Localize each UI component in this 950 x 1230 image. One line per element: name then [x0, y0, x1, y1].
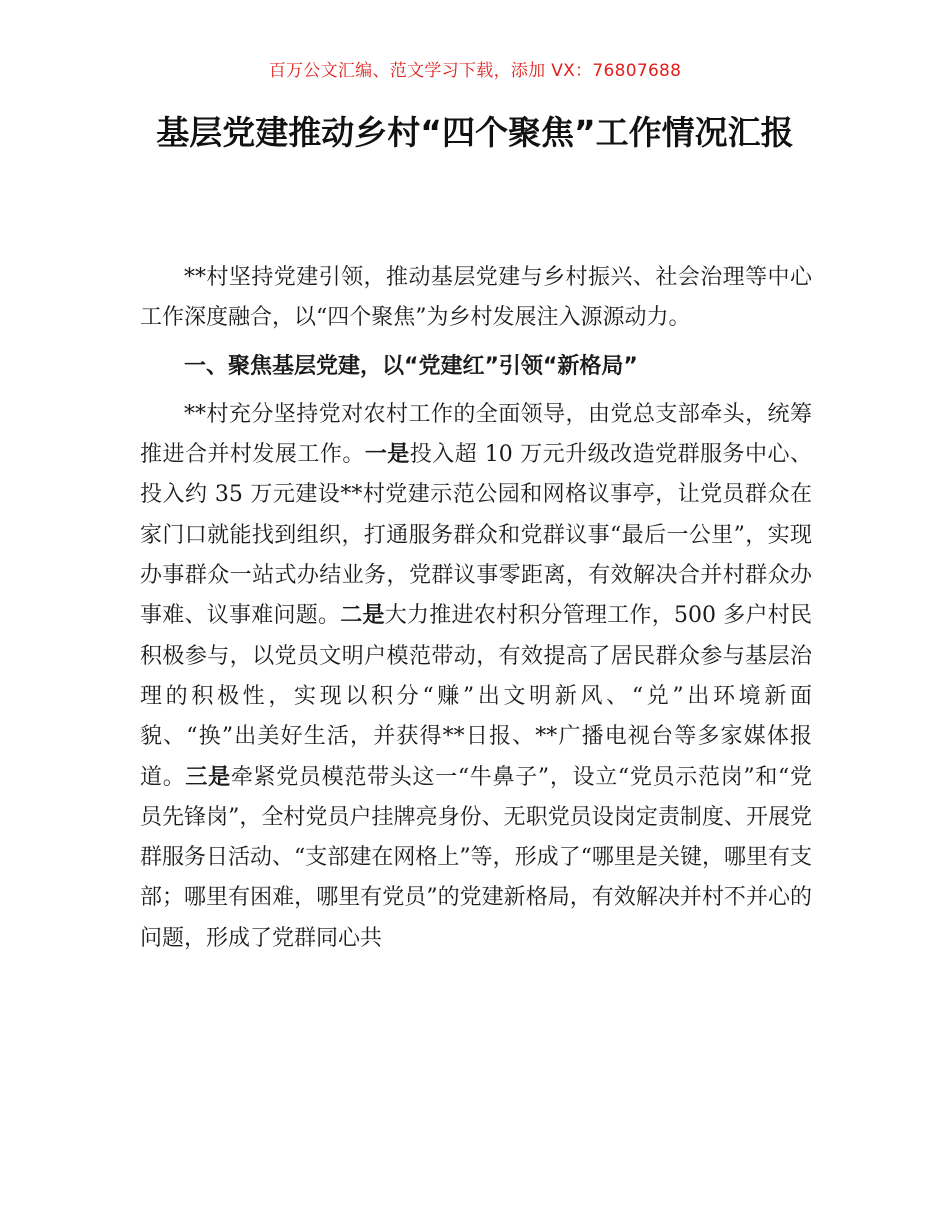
- document-title: 基层党建推动乡村“四个聚焦”工作情况汇报: [156, 113, 794, 152]
- point-1-label: 一是: [364, 442, 410, 468]
- section-heading-1: 一、聚焦基层党建，以“党建红”引领“新格局”: [184, 353, 638, 379]
- point-3-label: 三是: [185, 764, 231, 790]
- point-1-text: 投入超 10 万元升级改造党群服务中心、投入约 35 万元建设**村党建示范公园和网格议事亭，让党员群众在家门口就能找到组织，打通服务群众和党群议事“最后一公里”，实现办事群众一站式办结业务，党群议事零距离，有效解决合并村群众办事难、议事难问题。: [140, 442, 812, 629]
- document-body: [140, 258, 812, 959]
- section-1-lead: **村充分坚持党对农村工作的全面领导，由党总支部牵头，统筹推进合并村发展工作。: [140, 401, 812, 468]
- watermark-banner: 百万公文汇编、范文学习下载，添加 VX：76807688: [268, 61, 682, 81]
- point-2-label: 二是: [340, 603, 385, 629]
- section-1-paragraph: [140, 395, 812, 959]
- point-3-text: 牵紧党员模范带头这一“牛鼻子”，设立“党员示范岗”和“党员先锋岗”，全村党员户挂牌亮身份、无职党员设岗定责制度、开展党群服务日活动、“支部建在网格上”等，形成了“哪里是关键，哪里有支部；哪里有困难，哪里有党员”的党建新格局，有效解决并村不并心的问题，形成了党群同心共: [140, 764, 812, 951]
- intro-paragraph: **村坚持党建引领，推动基层党建与乡村振兴、社会治理等中心工作深度融合，以“四个聚焦”为乡村发展注入源源动力。: [140, 265, 812, 331]
- point-2-text: 大力推进农村积分管理工作，500 多户村民积极参与，以党员文明户模范带动，有效提高了居民群众参与基层治理的积极性，实现以积分“赚”出文明新风、“兑”出环境新面貌、“换”出美好生活，并获得**日报、**广播电视台等多家媒体报道。: [140, 603, 812, 790]
